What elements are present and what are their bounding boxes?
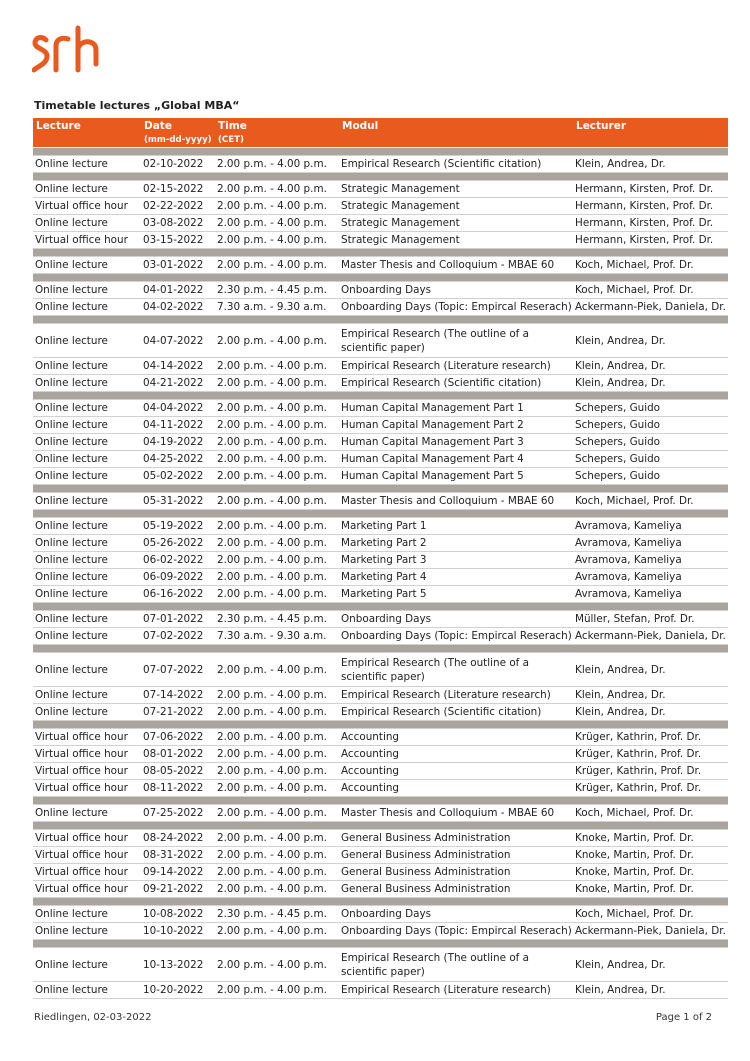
cell-time: 2.00 p.m. - 4.00 p.m. [215, 417, 339, 434]
table-row [33, 864, 728, 881]
cell-lecture-type: Online lecture [33, 468, 141, 485]
cell-date: 04-21-2022 [141, 375, 215, 392]
cell-lecture-type: Online lecture [33, 434, 141, 451]
table-row [33, 181, 728, 198]
cell-lecturer: Müller, Stefan, Prof. Dr. [573, 611, 728, 628]
table-row [33, 257, 728, 274]
cell-modul: Strategic Management [339, 198, 573, 215]
header-lecturer-sub [573, 134, 728, 148]
table-row [33, 948, 728, 982]
cell-lecture-type: Virtual office hour [33, 881, 141, 898]
cell-lecture-type: Virtual office hour [33, 847, 141, 864]
cell-time: 2.00 p.m. - 4.00 p.m. [215, 948, 339, 982]
cell-lecture-type: Virtual office hour [33, 232, 141, 249]
cell-lecturer: Klein, Andrea, Dr. [573, 982, 728, 999]
cell-lecturer: Ackermann-Piek, Daniela, Dr. [573, 628, 728, 645]
cell-lecturer: Klein, Andrea, Dr. [573, 324, 728, 358]
cell-lecture-type: Online lecture [33, 948, 141, 982]
cell-lecturer: Krüger, Kathrin, Prof. Dr. [573, 729, 728, 746]
table-row [33, 417, 728, 434]
cell-lecture-type: Online lecture [33, 451, 141, 468]
cell-lecturer: Knoke, Martin, Prof. Dr. [573, 830, 728, 847]
cell-date: 10-08-2022 [141, 906, 215, 923]
cell-modul: Marketing Part 3 [339, 552, 573, 569]
cell-time: 2.00 p.m. - 4.00 p.m. [215, 746, 339, 763]
cell-lecture-type: Online lecture [33, 358, 141, 375]
cell-date: 04-01-2022 [141, 282, 215, 299]
cell-date: 03-01-2022 [141, 257, 215, 274]
cell-modul: Empirical Research (The outline of a scientific paper) [339, 324, 573, 358]
cell-time: 2.00 p.m. - 4.00 p.m. [215, 232, 339, 249]
table-row [33, 324, 728, 358]
cell-date: 08-11-2022 [141, 780, 215, 797]
table-row [33, 468, 728, 485]
timetable-header [33, 118, 728, 148]
table-row [33, 830, 728, 847]
footer-place-date: Riedlingen, 02-03-2022 [34, 1012, 152, 1023]
table-row [33, 653, 728, 687]
cell-modul: Marketing Part 1 [339, 518, 573, 535]
cell-lecturer: Koch, Michael, Prof. Dr. [573, 257, 728, 274]
cell-lecture-type: Online lecture [33, 215, 141, 232]
table-row [33, 535, 728, 552]
cell-lecturer: Hermann, Kirsten, Prof. Dr. [573, 232, 728, 249]
cell-modul: Strategic Management [339, 215, 573, 232]
group-separator-bar [33, 173, 728, 181]
header-lecturer: Lecturer [573, 118, 728, 134]
group-separator [33, 603, 728, 611]
table-row [33, 518, 728, 535]
cell-lecture-type: Online lecture [33, 181, 141, 198]
cell-modul: Empirical Research (The outline of a scientific paper) [339, 948, 573, 982]
cell-date: 10-13-2022 [141, 948, 215, 982]
cell-time: 2.00 p.m. - 4.00 p.m. [215, 156, 339, 173]
cell-date: 04-19-2022 [141, 434, 215, 451]
cell-date: 03-15-2022 [141, 232, 215, 249]
cell-lecture-type: Online lecture [33, 586, 141, 603]
cell-lecturer: Klein, Andrea, Dr. [573, 156, 728, 173]
cell-modul: Marketing Part 4 [339, 569, 573, 586]
table-row [33, 628, 728, 645]
cell-time: 2.00 p.m. - 4.00 p.m. [215, 518, 339, 535]
cell-date: 09-14-2022 [141, 864, 215, 881]
cell-modul: General Business Administration [339, 864, 573, 881]
cell-time: 2.00 p.m. - 4.00 p.m. [215, 763, 339, 780]
table-row [33, 704, 728, 721]
group-separator-bar [33, 274, 728, 282]
cell-date: 09-21-2022 [141, 881, 215, 898]
cell-modul: General Business Administration [339, 847, 573, 864]
cell-modul: Onboarding Days [339, 611, 573, 628]
group-separator-bar [33, 797, 728, 805]
cell-time: 2.00 p.m. - 4.00 p.m. [215, 181, 339, 198]
group-separator [33, 148, 728, 156]
cell-time: 2.00 p.m. - 4.00 p.m. [215, 687, 339, 704]
table-row [33, 232, 728, 249]
cell-lecturer: Avramova, Kameliya [573, 569, 728, 586]
cell-modul: Onboarding Days (Topic: Empircal Reserach) [339, 628, 573, 645]
cell-time: 7.30 a.m. - 9.30 a.m. [215, 299, 339, 316]
group-separator [33, 822, 728, 830]
cell-modul: Human Capital Management Part 5 [339, 468, 573, 485]
cell-modul: Empirical Research (Scientific citation) [339, 375, 573, 392]
group-separator-bar [33, 645, 728, 653]
cell-modul: Human Capital Management Part 3 [339, 434, 573, 451]
cell-modul: Human Capital Management Part 2 [339, 417, 573, 434]
cell-date: 07-14-2022 [141, 687, 215, 704]
cell-lecture-type: Virtual office hour [33, 763, 141, 780]
cell-modul: Onboarding Days (Topic: Empircal Reserach) [339, 299, 573, 316]
cell-lecturer: Hermann, Kirsten, Prof. Dr. [573, 198, 728, 215]
header-modul: Modul [339, 118, 573, 134]
table-row [33, 906, 728, 923]
table-row [33, 982, 728, 999]
cell-date: 08-05-2022 [141, 763, 215, 780]
cell-time: 2.00 p.m. - 4.00 p.m. [215, 847, 339, 864]
header-date-format: (mm-dd-yyyy) [141, 134, 215, 148]
group-separator-bar [33, 249, 728, 257]
cell-lecturer: Ackermann-Piek, Daniela, Dr. [573, 923, 728, 940]
cell-date: 08-24-2022 [141, 830, 215, 847]
cell-modul: Human Capital Management Part 4 [339, 451, 573, 468]
cell-time: 2.00 p.m. - 4.00 p.m. [215, 324, 339, 358]
group-separator [33, 249, 728, 257]
cell-date: 07-06-2022 [141, 729, 215, 746]
table-row [33, 923, 728, 940]
document-title: Timetable lectures „Global MBA“ [34, 99, 240, 112]
cell-date: 08-31-2022 [141, 847, 215, 864]
table-row [33, 729, 728, 746]
cell-time: 7.30 a.m. - 9.30 a.m. [215, 628, 339, 645]
cell-lecture-type: Online lecture [33, 569, 141, 586]
cell-lecture-type: Online lecture [33, 982, 141, 999]
cell-time: 2.00 p.m. - 4.00 p.m. [215, 569, 339, 586]
group-separator [33, 485, 728, 493]
cell-modul: Master Thesis and Colloquium - MBAE 60 [339, 805, 573, 822]
table-row [33, 763, 728, 780]
cell-modul: Onboarding Days [339, 282, 573, 299]
table-row [33, 881, 728, 898]
cell-date: 04-11-2022 [141, 417, 215, 434]
cell-date: 04-25-2022 [141, 451, 215, 468]
cell-lecture-type: Online lecture [33, 653, 141, 687]
cell-date: 04-02-2022 [141, 299, 215, 316]
cell-date: 04-07-2022 [141, 324, 215, 358]
cell-lecture-type: Online lecture [33, 535, 141, 552]
cell-modul: Strategic Management [339, 232, 573, 249]
table-row [33, 282, 728, 299]
cell-time: 2.00 p.m. - 4.00 p.m. [215, 864, 339, 881]
group-separator [33, 645, 728, 653]
cell-date: 02-22-2022 [141, 198, 215, 215]
cell-lecture-type: Online lecture [33, 257, 141, 274]
cell-lecture-type: Virtual office hour [33, 830, 141, 847]
cell-modul: General Business Administration [339, 881, 573, 898]
cell-modul: Accounting [339, 780, 573, 797]
cell-lecturer: Krüger, Kathrin, Prof. Dr. [573, 746, 728, 763]
group-separator [33, 510, 728, 518]
cell-time: 2.00 p.m. - 4.00 p.m. [215, 493, 339, 510]
table-row [33, 780, 728, 797]
cell-lecturer: Schepers, Guido [573, 434, 728, 451]
cell-time: 2.00 p.m. - 4.00 p.m. [215, 468, 339, 485]
cell-time: 2.00 p.m. - 4.00 p.m. [215, 704, 339, 721]
cell-time: 2.00 p.m. - 4.00 p.m. [215, 434, 339, 451]
group-separator-bar [33, 316, 728, 324]
cell-modul: Human Capital Management Part 1 [339, 400, 573, 417]
table-row [33, 847, 728, 864]
cell-modul: General Business Administration [339, 830, 573, 847]
cell-modul: Accounting [339, 729, 573, 746]
cell-lecture-type: Online lecture [33, 704, 141, 721]
table-row [33, 569, 728, 586]
table-row [33, 375, 728, 392]
cell-date: 02-15-2022 [141, 181, 215, 198]
cell-modul: Master Thesis and Colloquium - MBAE 60 [339, 257, 573, 274]
table-row [33, 552, 728, 569]
timetable [33, 118, 728, 999]
cell-date: 04-14-2022 [141, 358, 215, 375]
cell-modul: Onboarding Days [339, 906, 573, 923]
table-row [33, 299, 728, 316]
cell-date: 10-20-2022 [141, 982, 215, 999]
header-lecture-sub [33, 134, 141, 148]
cell-lecturer: Avramova, Kameliya [573, 535, 728, 552]
cell-date: 05-19-2022 [141, 518, 215, 535]
table-row [33, 400, 728, 417]
header-modul-sub [339, 134, 573, 148]
group-separator [33, 173, 728, 181]
table-row [33, 586, 728, 603]
cell-lecture-type: Online lecture [33, 400, 141, 417]
cell-time: 2.00 p.m. - 4.00 p.m. [215, 982, 339, 999]
cell-lecturer: Koch, Michael, Prof. Dr. [573, 282, 728, 299]
cell-time: 2.00 p.m. - 4.00 p.m. [215, 881, 339, 898]
cell-time: 2.30 p.m. - 4.45 p.m. [215, 282, 339, 299]
table-row [33, 493, 728, 510]
cell-lecture-type: Online lecture [33, 552, 141, 569]
cell-modul: Accounting [339, 746, 573, 763]
cell-lecturer: Schepers, Guido [573, 468, 728, 485]
cell-lecturer: Koch, Michael, Prof. Dr. [573, 906, 728, 923]
cell-modul: Strategic Management [339, 181, 573, 198]
cell-date: 07-07-2022 [141, 653, 215, 687]
srh-logo [32, 24, 102, 76]
cell-modul: Marketing Part 5 [339, 586, 573, 603]
cell-lecture-type: Online lecture [33, 493, 141, 510]
table-row [33, 198, 728, 215]
group-separator-bar [33, 721, 728, 729]
cell-lecturer: Hermann, Kirsten, Prof. Dr. [573, 181, 728, 198]
cell-lecture-type: Virtual office hour [33, 729, 141, 746]
cell-modul: Marketing Part 2 [339, 535, 573, 552]
group-separator-bar [33, 822, 728, 830]
cell-lecturer: Knoke, Martin, Prof. Dr. [573, 847, 728, 864]
cell-lecture-type: Virtual office hour [33, 780, 141, 797]
group-separator [33, 274, 728, 282]
group-separator-bar [33, 392, 728, 400]
cell-lecture-type: Online lecture [33, 611, 141, 628]
group-separator [33, 316, 728, 324]
cell-modul: Empirical Research (The outline of a scientific paper) [339, 653, 573, 687]
cell-date: 06-02-2022 [141, 552, 215, 569]
cell-lecture-type: Online lecture [33, 282, 141, 299]
cell-time: 2.00 p.m. - 4.00 p.m. [215, 198, 339, 215]
cell-date: 06-16-2022 [141, 586, 215, 603]
header-time-zone: (CET) [215, 134, 339, 148]
table-row [33, 746, 728, 763]
cell-time: 2.00 p.m. - 4.00 p.m. [215, 535, 339, 552]
table-row [33, 451, 728, 468]
cell-lecture-type: Online lecture [33, 628, 141, 645]
cell-lecture-type: Online lecture [33, 518, 141, 535]
group-separator-bar [33, 485, 728, 493]
cell-modul: Accounting [339, 763, 573, 780]
cell-time: 2.00 p.m. - 4.00 p.m. [215, 805, 339, 822]
group-separator-bar [33, 603, 728, 611]
cell-date: 07-21-2022 [141, 704, 215, 721]
group-separator [33, 392, 728, 400]
table-row [33, 434, 728, 451]
timetable-body [33, 148, 728, 999]
group-separator [33, 898, 728, 906]
cell-lecture-type: Online lecture [33, 923, 141, 940]
cell-lecture-type: Online lecture [33, 299, 141, 316]
cell-lecturer: Klein, Andrea, Dr. [573, 704, 728, 721]
group-separator [33, 721, 728, 729]
cell-lecturer: Avramova, Kameliya [573, 518, 728, 535]
cell-lecturer: Hermann, Kirsten, Prof. Dr. [573, 215, 728, 232]
cell-time: 2.00 p.m. - 4.00 p.m. [215, 215, 339, 232]
cell-lecturer: Klein, Andrea, Dr. [573, 653, 728, 687]
cell-date: 04-04-2022 [141, 400, 215, 417]
group-separator-bar [33, 148, 728, 156]
cell-time: 2.00 p.m. - 4.00 p.m. [215, 923, 339, 940]
cell-lecture-type: Online lecture [33, 324, 141, 358]
table-row [33, 215, 728, 232]
cell-date: 08-01-2022 [141, 746, 215, 763]
cell-time: 2.00 p.m. - 4.00 p.m. [215, 375, 339, 392]
group-separator [33, 940, 728, 948]
cell-lecture-type: Online lecture [33, 156, 141, 173]
table-row [33, 805, 728, 822]
cell-lecture-type: Virtual office hour [33, 198, 141, 215]
cell-lecturer: Avramova, Kameliya [573, 552, 728, 569]
cell-modul: Master Thesis and Colloquium - MBAE 60 [339, 493, 573, 510]
cell-date: 03-08-2022 [141, 215, 215, 232]
group-separator-bar [33, 510, 728, 518]
group-separator-bar [33, 898, 728, 906]
cell-time: 2.00 p.m. - 4.00 p.m. [215, 729, 339, 746]
cell-time: 2.00 p.m. - 4.00 p.m. [215, 830, 339, 847]
cell-lecturer: Koch, Michael, Prof. Dr. [573, 805, 728, 822]
cell-time: 2.00 p.m. - 4.00 p.m. [215, 358, 339, 375]
cell-modul: Empirical Research (Scientific citation) [339, 704, 573, 721]
cell-date: 05-31-2022 [141, 493, 215, 510]
cell-lecturer: Knoke, Martin, Prof. Dr. [573, 881, 728, 898]
cell-lecturer: Avramova, Kameliya [573, 586, 728, 603]
cell-date: 05-02-2022 [141, 468, 215, 485]
cell-date: 02-10-2022 [141, 156, 215, 173]
cell-date: 05-26-2022 [141, 535, 215, 552]
cell-modul: Empirical Research (Literature research) [339, 982, 573, 999]
cell-time: 2.00 p.m. - 4.00 p.m. [215, 257, 339, 274]
cell-lecture-type: Virtual office hour [33, 746, 141, 763]
cell-time: 2.00 p.m. - 4.00 p.m. [215, 552, 339, 569]
cell-lecture-type: Online lecture [33, 805, 141, 822]
table-row [33, 687, 728, 704]
cell-lecturer: Koch, Michael, Prof. Dr. [573, 493, 728, 510]
cell-date: 07-01-2022 [141, 611, 215, 628]
cell-time: 2.00 p.m. - 4.00 p.m. [215, 451, 339, 468]
footer-page-number: Page 1 of 2 [655, 1012, 712, 1023]
cell-lecturer: Schepers, Guido [573, 400, 728, 417]
cell-lecturer: Krüger, Kathrin, Prof. Dr. [573, 763, 728, 780]
cell-lecture-type: Online lecture [33, 375, 141, 392]
cell-date: 07-02-2022 [141, 628, 215, 645]
cell-lecturer: Klein, Andrea, Dr. [573, 687, 728, 704]
table-row [33, 358, 728, 375]
cell-modul: Empirical Research (Literature research) [339, 687, 573, 704]
cell-lecture-type: Online lecture [33, 417, 141, 434]
cell-time: 2.30 p.m. - 4.45 p.m. [215, 611, 339, 628]
cell-date: 10-10-2022 [141, 923, 215, 940]
cell-lecturer: Ackermann-Piek, Daniela, Dr. [573, 299, 728, 316]
cell-time: 2.00 p.m. - 4.00 p.m. [215, 653, 339, 687]
cell-lecturer: Schepers, Guido [573, 417, 728, 434]
header-time: Time [215, 118, 339, 134]
cell-date: 07-25-2022 [141, 805, 215, 822]
group-separator [33, 797, 728, 805]
cell-lecturer: Klein, Andrea, Dr. [573, 375, 728, 392]
header-date: Date [141, 118, 215, 134]
cell-lecture-type: Online lecture [33, 687, 141, 704]
table-row [33, 611, 728, 628]
cell-time: 2.00 p.m. - 4.00 p.m. [215, 586, 339, 603]
cell-modul: Empirical Research (Literature research) [339, 358, 573, 375]
cell-lecturer: Schepers, Guido [573, 451, 728, 468]
cell-lecturer: Klein, Andrea, Dr. [573, 948, 728, 982]
cell-time: 2.00 p.m. - 4.00 p.m. [215, 780, 339, 797]
cell-time: 2.30 p.m. - 4.45 p.m. [215, 906, 339, 923]
cell-lecture-type: Virtual office hour [33, 864, 141, 881]
table-row [33, 156, 728, 173]
cell-time: 2.00 p.m. - 4.00 p.m. [215, 400, 339, 417]
header-lecture: Lecture [33, 118, 141, 134]
cell-lecture-type: Online lecture [33, 906, 141, 923]
cell-date: 06-09-2022 [141, 569, 215, 586]
cell-lecturer: Knoke, Martin, Prof. Dr. [573, 864, 728, 881]
cell-modul: Empirical Research (Scientific citation) [339, 156, 573, 173]
cell-lecturer: Klein, Andrea, Dr. [573, 358, 728, 375]
cell-lecturer: Krüger, Kathrin, Prof. Dr. [573, 780, 728, 797]
cell-modul: Onboarding Days (Topic: Empircal Reserach) [339, 923, 573, 940]
group-separator-bar [33, 940, 728, 948]
